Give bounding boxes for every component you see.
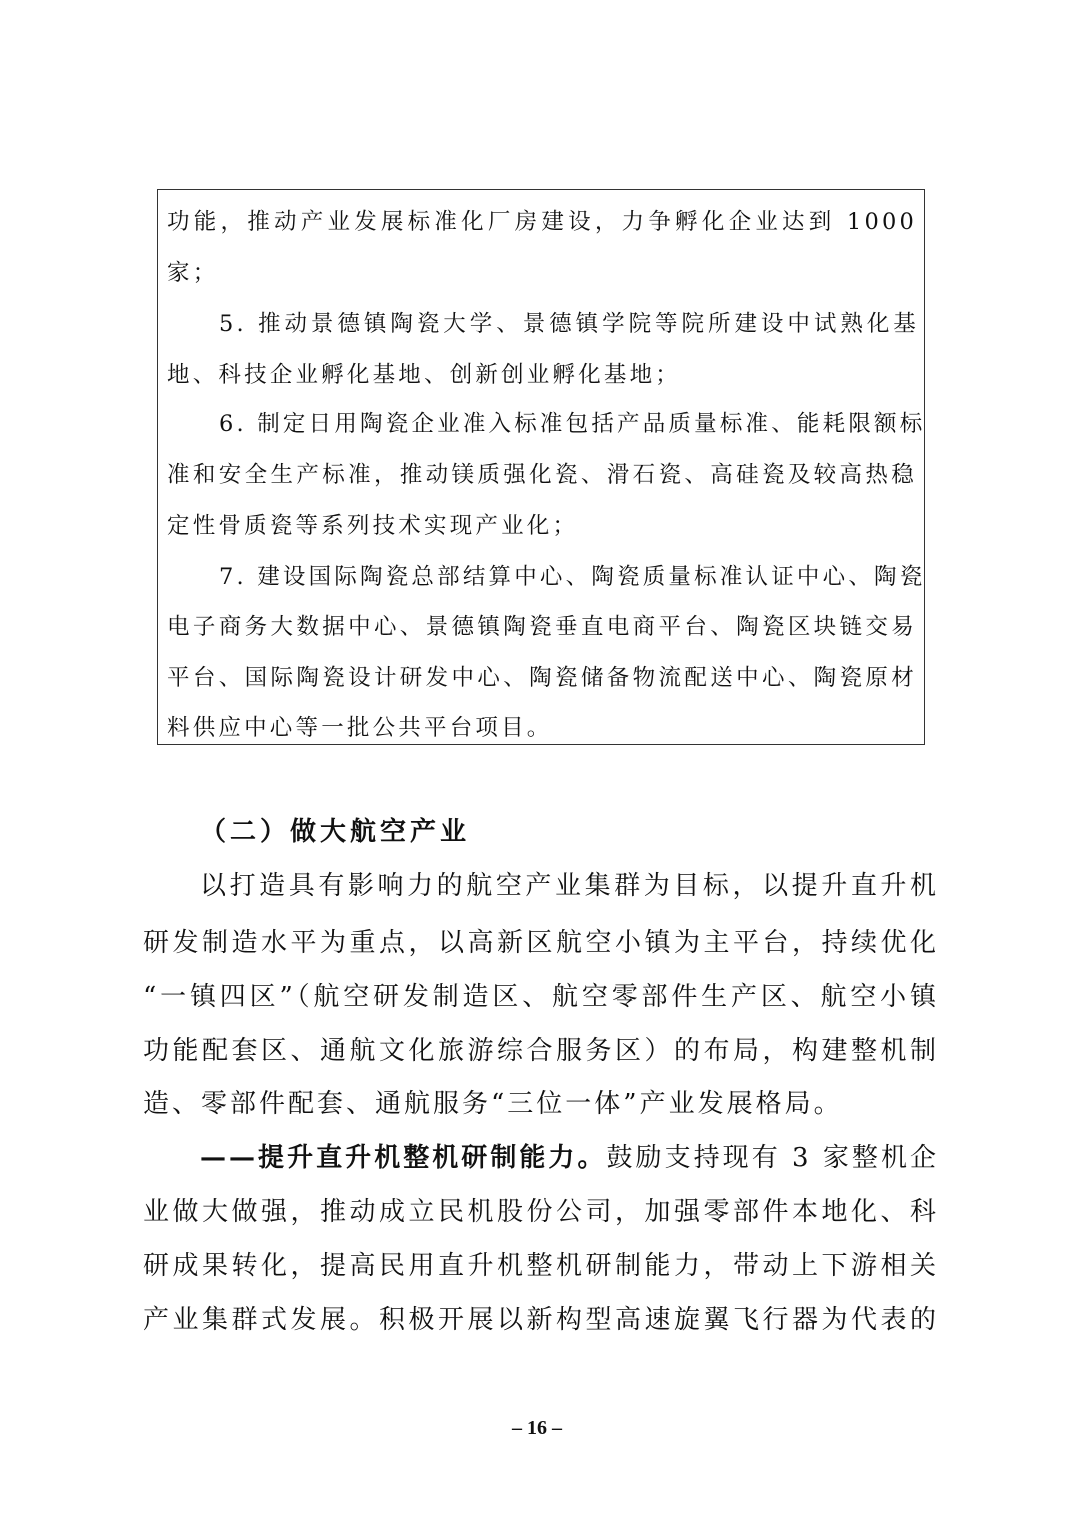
lead-rest: 鼓励支持现有 3 家整机企 (606, 1143, 939, 1173)
box-line: 定性骨质瓷等系列技术实现产业化； (167, 513, 579, 539)
paragraph-line: 造、零部件配套、通航服务“三位一体”产业发展格局。 (143, 1089, 843, 1119)
paragraph-line: 研成果转化，提高民用直升机整机研制能力，带动上下游相关 (143, 1251, 939, 1281)
box-line: 料供应中心等一批公共平台项目。 (167, 715, 553, 741)
box-line: 平台、国际陶瓷设计研发中心、陶瓷储备物流配送中心、陶瓷原材 (167, 665, 917, 691)
paragraph-line: “一镇四区”（航空研发制造区、航空零部件生产区、航空小镇 (143, 982, 939, 1012)
box-line: 地、科技企业孵化基地、创新创业孵化基地； (167, 362, 682, 388)
box-line: 6. 制定日用陶瓷企业准入标准包括产品质量标准、能耗限额标 (219, 411, 926, 437)
box-line: 电子商务大数据中心、景德镇陶瓷垂直电商平台、陶瓷区块链交易 (167, 614, 917, 640)
box-line: 5. 推动景德镇陶瓷大学、景德镇学院等院所建设中试熟化基 (219, 311, 919, 337)
paragraph-line: 业做大做强，推动成立民机股份公司，加强零部件本地化、科 (143, 1197, 939, 1227)
section-heading: （二）做大航空产业 (200, 817, 471, 847)
paragraph-line: 功能配套区、通航文化旅游综合服务区）的布局，构建整机制 (143, 1036, 939, 1066)
paragraph-line (200, 1140, 939, 1176)
paragraph-line: 以打造具有影响力的航空产业集群为目标，以提升直升机 (200, 871, 939, 901)
bold-lead: ——提升直升机整机研制能力。 (200, 1143, 607, 1173)
box-line: 家； (167, 260, 219, 286)
paragraph-line: 产业集群式发展。积极开展以新构型高速旋翼飞行器为代表的 (143, 1305, 939, 1335)
box-line: 功能，推动产业发展标准化厂房建设，力争孵化企业达到 1000 (167, 209, 917, 235)
box-line: 准和安全生产标准，推动镁质强化瓷、滑石瓷、高硅瓷及较高热稳 (167, 462, 917, 488)
paragraph-line: 研发制造水平为重点，以高新区航空小镇为主平台，持续优化 (143, 928, 939, 958)
box-line: 7. 建设国际陶瓷总部结算中心、陶瓷质量标准认证中心、陶瓷 (219, 564, 926, 590)
page-number: – 16 – (512, 1417, 562, 1439)
